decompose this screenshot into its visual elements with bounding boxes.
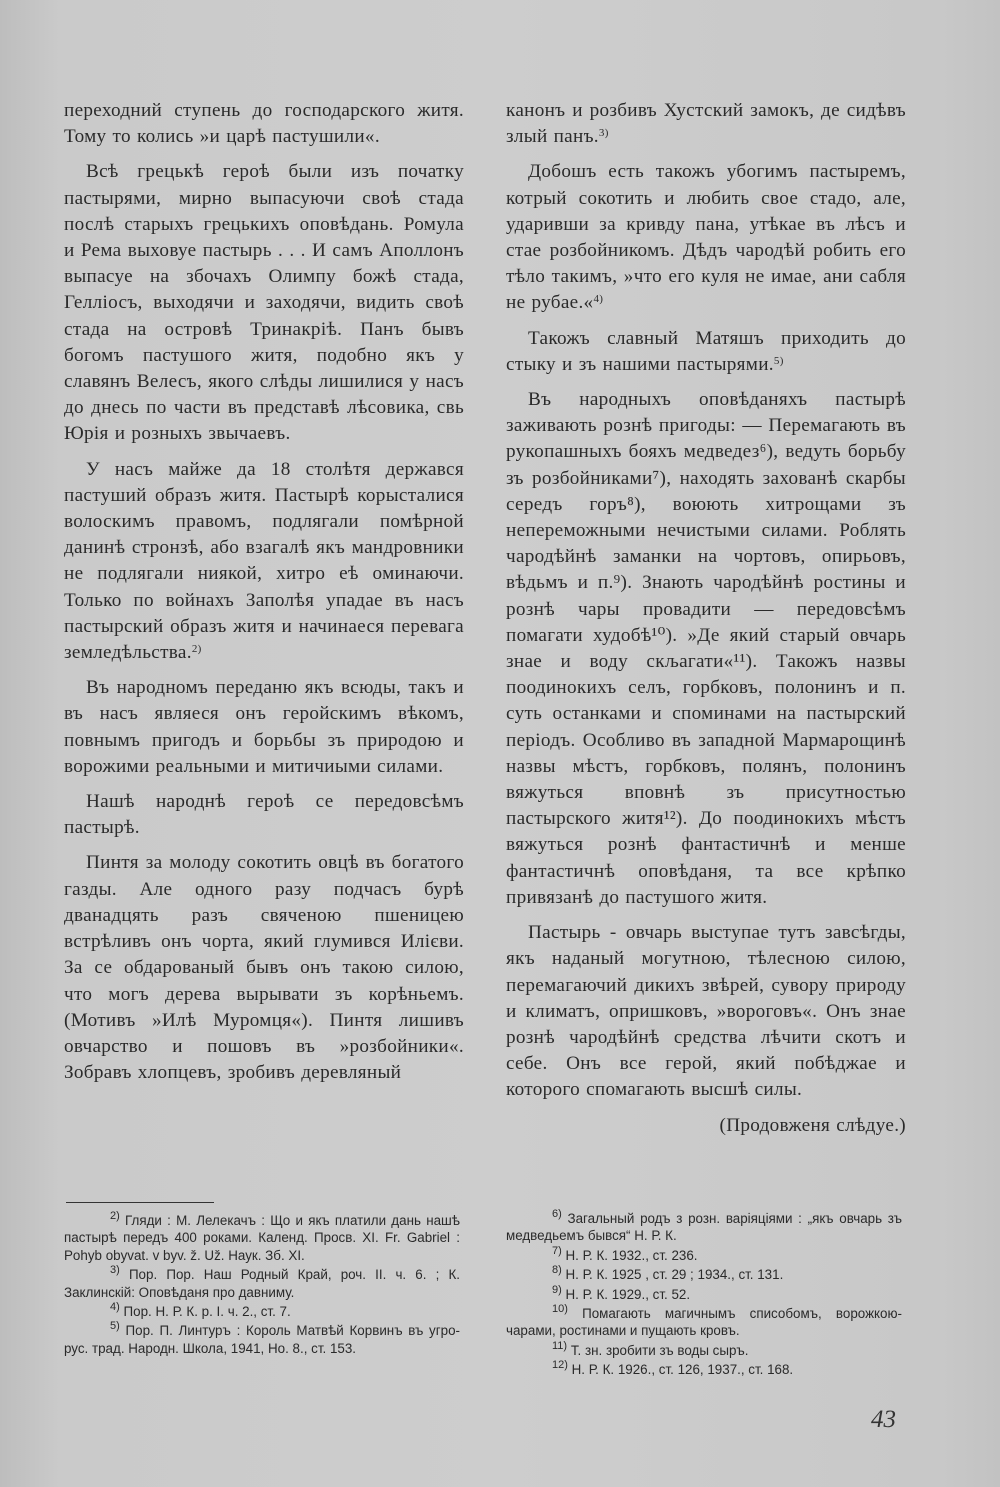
paragraph: канонъ и розбивъ Хустский замокъ, де сидѣвъ злый панъ.$^{3)}$ <box>506 100 906 148</box>
footnote: $^{10)}$ Помагають магичнымъ списобомъ, ворожкою-чарами, ростинами и пущають кровъ. <box>506 1303 902 1339</box>
footnote: $^{11)}$ Т. зн. зробити зъ воды сыръ. <box>552 1339 749 1358</box>
footnote: $^{7)}$ Н. Р. К. 1932., ст. 236. <box>552 1244 698 1263</box>
paragraph: Въ народномъ переданю якъ всюды, такъ и въ насъ являеся онъ геройскимъ вѣкомъ, повнымъ пригодъ и борьбы зъ природою и ворожими реальными и митичиыми силами. <box>64 677 464 777</box>
paragraph: Всѣ грецькѣ героѣ были изъ початку пастырями, мирно выпасуючи своѣ стада послѣ старыхъ грецькихъ оповѣдань. Ромула и Рема выховуе пастырь . . . И самъ Аполлонъ выпасуе на збочахъ Олимпу божѣ стада, Гелліосъ, выходячи и заходячи, видить своѣ стада на островѣ Тринакріѣ. Панъ бывъ богомъ пастушого житя, подобно якъ у славянъ Велесъ, якого слѣды лишилися у насъ до днесь по части въ представѣ лѣсовика, свь Юрія и розныхъ звычаевъ. <box>64 161 464 445</box>
paragraph: Въ народныхъ оповѣданяхъ пастырѣ заживають рознѣ пригоды: — Перемагають въ рукопашныхъ бояхъ медведез⁶), ведуть борьбу зъ розбойниками⁷), находять захованѣ скарбы середъ горъ⁸), воюють хитрощами зъ непереможными нечистыми силами. Роблять чародѣйнѣ заманки на чортовъ, опирьовъ, вѣдьмъ и п.⁹). Знають чародѣйнѣ ростины и рознѣ чары провадити — передовсѣмъ помагати худобѣ¹⁰). »Де який старый овчарь знае и воду скљагати«¹¹). Такожъ назвы поодинокихъ селъ, горбковъ, полонинъ и п. суть останками и споминами на пастырский періодъ. Особливо въ западной Мармарощинѣ назвы мѣстъ, горбковъ, полянъ, полонинъ вяжуться вповнѣ зъ присутностью пастырского житя¹²). До поодинокихъ мѣстъ вяжуться рознѣ фантастичнѣ и менше фантастичнѣ оповѣданя, та все крѣпко привязанѣ до пастушого житя. <box>506 389 906 908</box>
footnote: $^{9)}$ Н. Р. К. 1929., ст. 52. <box>552 1283 691 1302</box>
footnotes-right <box>506 1210 902 1381</box>
paragraph: Пинтя за молоду сокотить овцѣ въ богатого газды. Але одного разу подчасъ бурѣ дванадцять разъ свяченою пшеницею встрѣливъ онъ чорта, який глумився Илієви. За се обдарованый бывъ онъ такою силою, что могъ дерева вырывати зъ корѣньемъ. (Мотивъ »Илѣ Муромця«). Пинтя лишивъ овчарство и пошовъ въ »розбойники«. Зобравъ хлопцевъ, зробивъ деревляный <box>64 852 464 1084</box>
footnote-ref: 2) <box>191 643 202 656</box>
paragraph: Такожъ славный Матяшъ приходить до стыку и зъ нашими пастырями.$^{5)}$ <box>506 327 906 375</box>
footnote: $^{5)}$ Пор. П. Линтуръ : Король Матвѣй Корвинъ въ угро-рус. трад. Народн. Школа, 1941, Но. 8., ст. 153. <box>64 1320 460 1356</box>
paragraph: Добошъ есть такожъ убогимъ пастыремъ, котрый сокотить и любить свое стадо, але, ударивши за кривду пана, утѣкае въ лѣсъ и стае розбойникомъ. Дѣдъ чародѣй робить его тѣло такимъ, »что его куля не имае, ани сабля не рубае.«$^{4)}$ <box>506 161 906 314</box>
footnote-ref: 4) <box>593 293 604 306</box>
paragraph: переходний ступень до господарского житя. Тому то колись »и царѣ пастушили«. <box>64 100 464 148</box>
footnote: $^{6)}$ Загальный родъ з розн. варіяціями : „якъ овчарь зъ медведьемъ бывся“ Н. Р. К. <box>506 1208 902 1244</box>
footnote-ref: 5) <box>773 354 784 367</box>
right-column <box>506 98 906 1148</box>
footnote: $^{8)}$ Н. Р. К. 1925 , ст. 29 ; 1934., ст. 131. <box>552 1264 784 1283</box>
footnote-divider <box>66 1202 214 1203</box>
paragraph: Пастырь - овчарь выступае тутъ завсѣгды, якъ наданый могутною, тѣлесною силою, перемагаючий дикихъ звѣрей, сувору природу и климатъ, опришковъ, »вороговъ«. Онъ знае рознѣ чародѣйнѣ средства лѣчити скотъ и себе. Онъ все герой, який побѣджае и которого спомагають высшѣ силы. <box>506 922 906 1101</box>
footnote-ref: 3) <box>598 127 609 140</box>
page-number: 43 <box>871 1406 896 1433</box>
footnote: $^{12)}$ Н. Р. К. 1926., ст. 126, 1937., ст. 168. <box>552 1359 794 1378</box>
left-column <box>64 98 464 1095</box>
footnote: $^{3)}$ Пор. Пор. Наш Родный Край, роч. II. ч. 6. ; К. Заклинскій: Оповѣданя про давниму. <box>64 1264 460 1300</box>
footnote: $^{2)}$ Гляди : М. Лелекачъ : Що и якъ платили дань нашѣ пастырѣ передъ 400 роками. Календ. Просв. XI. Fr. Gabriel : Pohyb obyvat. v byv. ž. Už. Наук. Зб. XI. <box>64 1210 460 1263</box>
continuation-note: (Продовженя слѣдуе.) <box>719 1114 906 1136</box>
paragraph: У насъ майже да 18 столѣтя держався пастуший образъ житя. Пастырѣ корысталися волоскимъ правомъ, подлягали помѣрной данинѣ стронзѣ, або взагалѣ якъ мандровники не подлягали ниякой, хитро еѣ оминаючи. Только по войнахъ Заполѣя упадае въ насъ пастырский образъ житя и начинаеся перевага земледѣльства.$^{2)}$ <box>64 458 464 664</box>
footnote: $^{4)}$ Пор. Н. Р. К. р. I. ч. 2., ст. 7. <box>110 1301 291 1320</box>
footnotes-left <box>64 1212 460 1359</box>
paragraph: Нашѣ народнѣ героѣ се передовсѣмъ пастырѣ. <box>64 791 464 839</box>
